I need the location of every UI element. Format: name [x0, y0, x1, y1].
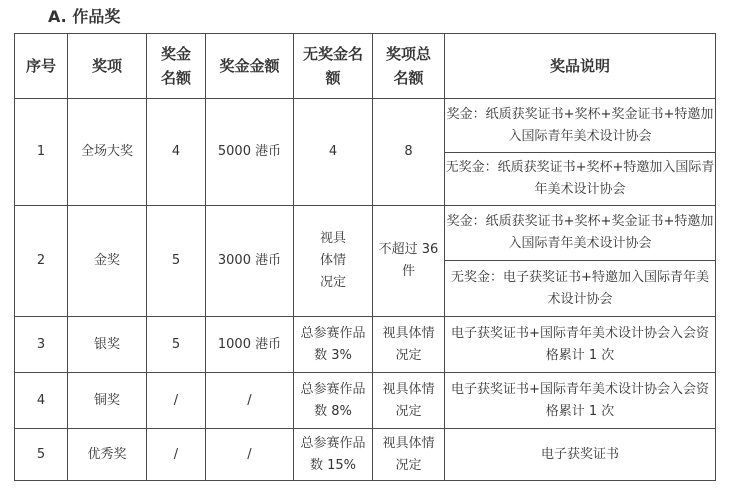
cell-no: 1 — [15, 99, 68, 206]
cell-prize-quota: 5 — [147, 317, 206, 373]
table-row — [15, 99, 716, 153]
header-no-prize-quota: 无奖金名额 — [294, 34, 373, 99]
cell-description-prize: 奖金：纸质获奖证书+奖杯+奖金证书+特邀加入国际青年美术设计协会 — [445, 99, 716, 153]
cell-prize-quota: / — [147, 373, 206, 429]
cell-award: 铜奖 — [68, 373, 147, 429]
cell-description-no-prize: 无奖金：纸质获奖证书+奖杯+特邀加入国际青年美术设计协会 — [445, 153, 716, 206]
cell-no-prize-quota: 总参赛作品数 15% — [294, 429, 373, 481]
cell-no-prize-quota: 4 — [294, 99, 373, 206]
cell-no: 4 — [15, 373, 68, 429]
cell-total-quota: 不超过 36 件 — [373, 206, 445, 317]
cell-no-prize-quota: 视具体情况定 — [294, 206, 373, 317]
awards-table — [14, 33, 716, 481]
cell-description-no-prize: 无奖金：电子获奖证书+特邀加入国际青年美术设计协会 — [445, 261, 716, 317]
cell-total-quota: 视具体情况定 — [373, 373, 445, 429]
cell-prize-quota: 4 — [147, 99, 206, 206]
header-total-quota: 奖项总名额 — [373, 34, 445, 99]
cell-prize-quota: 5 — [147, 206, 206, 317]
cell-prize-amount: 3000 港币 — [206, 206, 294, 317]
cell-award: 金奖 — [68, 206, 147, 317]
table-row — [15, 317, 716, 373]
header-no: 序号 — [15, 34, 68, 99]
cell-prize-amount: 1000 港币 — [206, 317, 294, 373]
cell-award: 优秀奖 — [68, 429, 147, 481]
header-description: 奖品说明 — [445, 34, 716, 99]
table-row — [15, 429, 716, 481]
cell-description: 电子获奖证书 — [445, 429, 716, 481]
cell-no-prize-quota: 总参赛作品数 3% — [294, 317, 373, 373]
cell-total-quota: 视具体情况定 — [373, 317, 445, 373]
cell-total-quota: 视具体情况定 — [373, 429, 445, 481]
cell-total-quota: 8 — [373, 99, 445, 206]
table-row — [15, 373, 716, 429]
section-title: A. 作品奖 — [48, 7, 121, 26]
header-award: 奖项 — [68, 34, 147, 99]
header-row — [15, 34, 716, 99]
cell-award: 全场大奖 — [68, 99, 147, 206]
cell-description: 电子获奖证书+国际青年美术设计协会入会资格累计 1 次 — [445, 373, 716, 429]
header-prize-amount: 奖金金额 — [206, 34, 294, 99]
cell-prize-quota: / — [147, 429, 206, 481]
cell-no: 5 — [15, 429, 68, 481]
cell-no: 3 — [15, 317, 68, 373]
table-row — [15, 206, 716, 261]
cell-prize-amount: / — [206, 373, 294, 429]
cell-prize-amount: / — [206, 429, 294, 481]
cell-description: 电子获奖证书+国际青年美术设计协会入会资格累计 1 次 — [445, 317, 716, 373]
cell-description-prize: 奖金：纸质获奖证书+奖杯+奖金证书+特邀加入国际青年美术设计协会 — [445, 206, 716, 261]
cell-no: 2 — [15, 206, 68, 317]
cell-award: 银奖 — [68, 317, 147, 373]
header-prize-quota: 奖金名额 — [147, 34, 206, 99]
cell-no-prize-quota: 总参赛作品数 8% — [294, 373, 373, 429]
cell-prize-amount: 5000 港币 — [206, 99, 294, 206]
